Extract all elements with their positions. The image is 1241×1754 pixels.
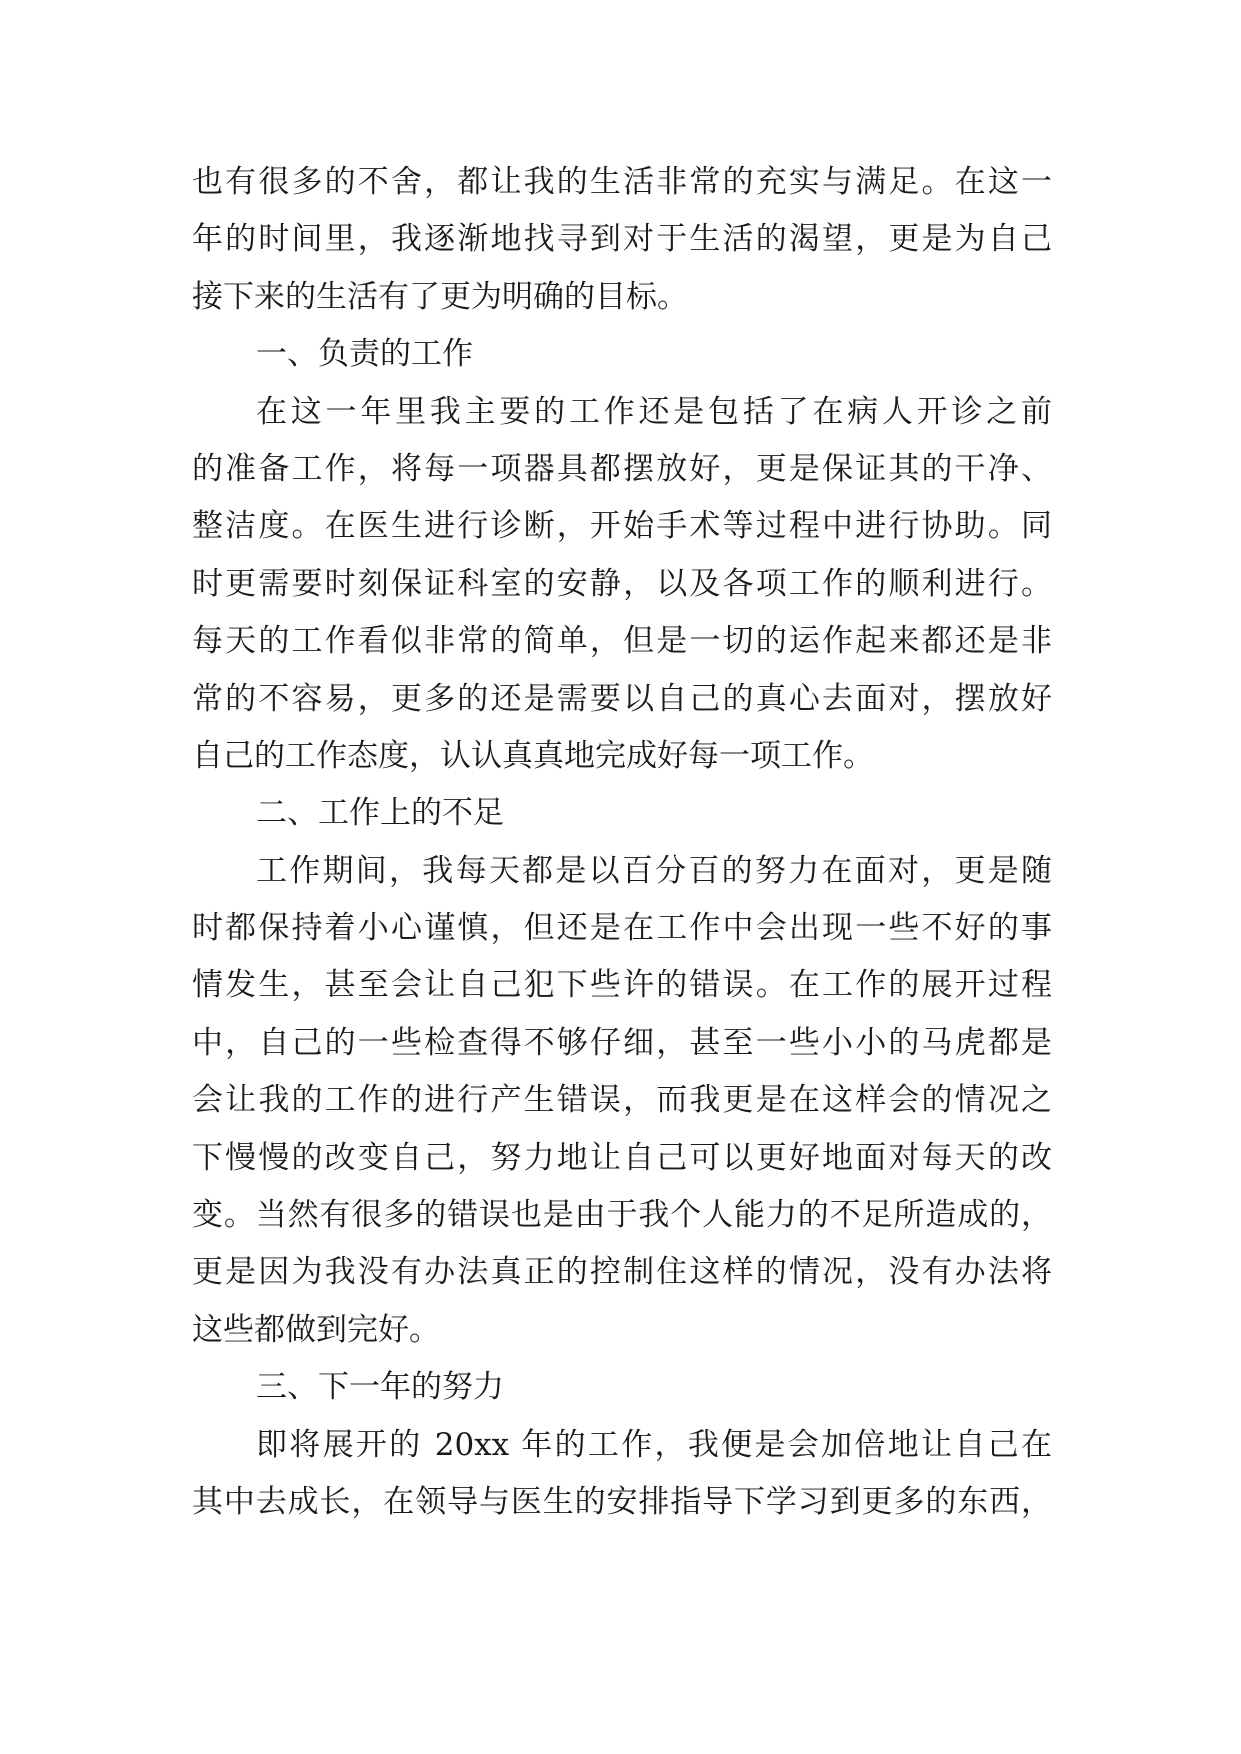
paragraph-line: 在这一年里我主要的工作还是包括了在病人开诊之前 [256, 393, 1052, 430]
paragraph-line: 即将展开的 20xx 年的工作，我便是会加倍地让自己在 [256, 1426, 1052, 1463]
paragraph-line: 变。当然有很多的错误也是由于我个人能力的不足所造成的， [192, 1197, 1052, 1234]
paragraph-line: 的准备工作，将每一项器具都摆放好，更是保证其的干净、 [192, 450, 1052, 487]
paragraph-line: 中，自己的一些检查得不够仔细，甚至一些小小的马虎都是 [192, 1024, 1052, 1061]
paragraph-line: 自己的工作态度，认认真真地完成好每一项工作。 [192, 737, 874, 774]
section-heading-3: 三、下一年的努力 [256, 1369, 504, 1406]
section-heading-2: 二、工作上的不足 [256, 795, 504, 832]
paragraph-line: 这些都做到完好。 [192, 1311, 440, 1348]
paragraph-line: 会让我的工作的进行产生错误，而我更是在这样会的情况之 [192, 1082, 1052, 1119]
paragraph-line: 接下来的生活有了更为明确的目标。 [192, 278, 688, 315]
section-heading-1: 一、负责的工作 [256, 336, 473, 373]
paragraph-line: 下慢慢的改变自己，努力地让自己可以更好地面对每天的改 [192, 1139, 1052, 1176]
paragraph-line: 工作期间，我每天都是以百分百的努力在面对，更是随 [256, 852, 1052, 889]
paragraph-line: 整洁度。在医生进行诊断，开始手术等过程中进行协助。同 [192, 508, 1052, 545]
paragraph-line: 年的时间里，我逐渐地找寻到对于生活的渴望，更是为自己 [192, 221, 1052, 258]
paragraph-line: 更是因为我没有办法真正的控制住这样的情况，没有办法将 [192, 1254, 1052, 1291]
paragraph-line: 其中去成长，在领导与医生的安排指导下学习到更多的东西， [192, 1483, 1052, 1520]
document-body [192, 154, 1052, 1531]
paragraph-line: 常的不容易，更多的还是需要以自己的真心去面对，摆放好 [192, 680, 1052, 717]
paragraph-line: 情发生，甚至会让自己犯下些许的错误。在工作的展开过程 [192, 967, 1052, 1004]
paragraph-line: 也有很多的不舍，都让我的生活非常的充实与满足。在这一 [192, 164, 1052, 200]
paragraph-line: 每天的工作看似非常的简单，但是一切的运作起来都还是非 [192, 623, 1052, 660]
paragraph-line: 时更需要时刻保证科室的安静，以及各项工作的顺利进行。 [192, 565, 1052, 602]
paragraph-line: 时都保持着小心谨慎，但还是在工作中会出现一些不好的事 [192, 910, 1052, 947]
